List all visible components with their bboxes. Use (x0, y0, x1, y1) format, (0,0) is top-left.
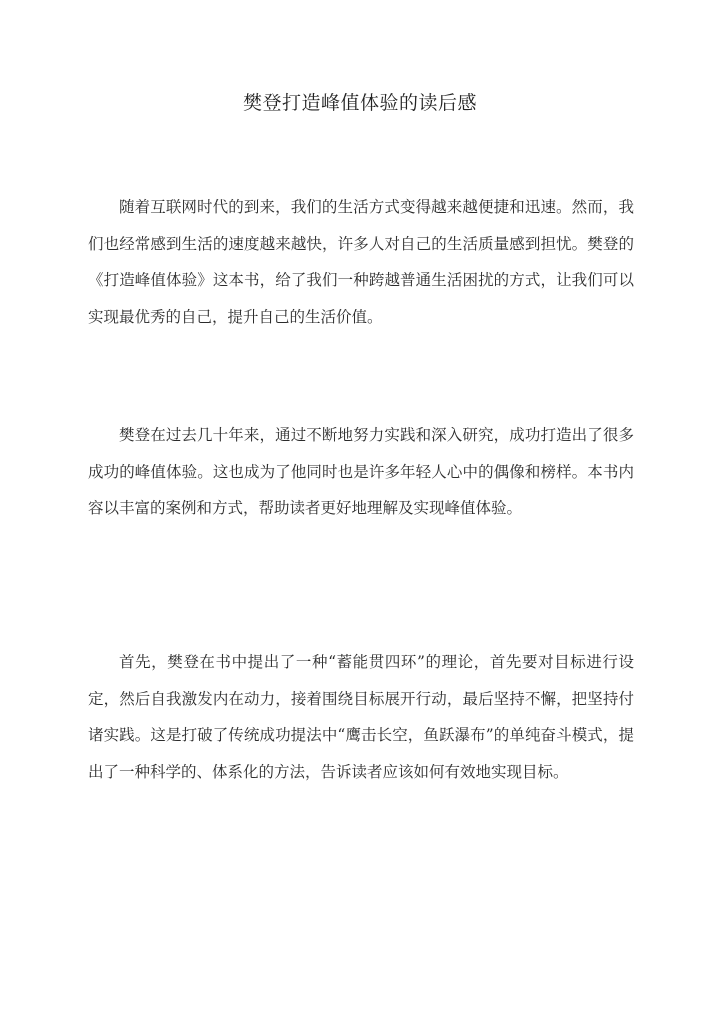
document-title: 樊登打造峰值体验的读后感 (242, 92, 477, 114)
paragraph-1: 随着互联网时代的到来，我们的生活方式变得越来越便捷和迅速。然而，我们也经常感到生活的速度越来越快，许多人对自己的生活质量感到担忧。樊登的《打造峰值体验》这本书，给了我们一种跨越普通生活困扰的方式，让我们可以实现最优秀的自己，提升自己的生活价值。 (88, 198, 634, 326)
paragraph-3: 首先，樊登在书中提出了一种“蓄能贯四环”的理论，首先要对目标进行设定，然后自我激发内在动力，接着围绕目标展开行动，最后坚持不懈，把坚持付诸实践。这是打破了传统成功提法中“鹰击长空，鱼跃瀑布”的单纯奋斗模式，提出了一种科学的、体系化的方法，告诉读者应该如何有效地实现目标。 (88, 653, 634, 781)
paragraph-2: 樊登在过去几十年来，通过不断地努力实践和深入研究，成功打造出了很多成功的峰值体验。这也成为了他同时也是许多年轻人心中的偶像和榜样。本书内容以丰富的案例和方式，帮助读者更好地理解及实现峰值体验。 (88, 426, 634, 517)
